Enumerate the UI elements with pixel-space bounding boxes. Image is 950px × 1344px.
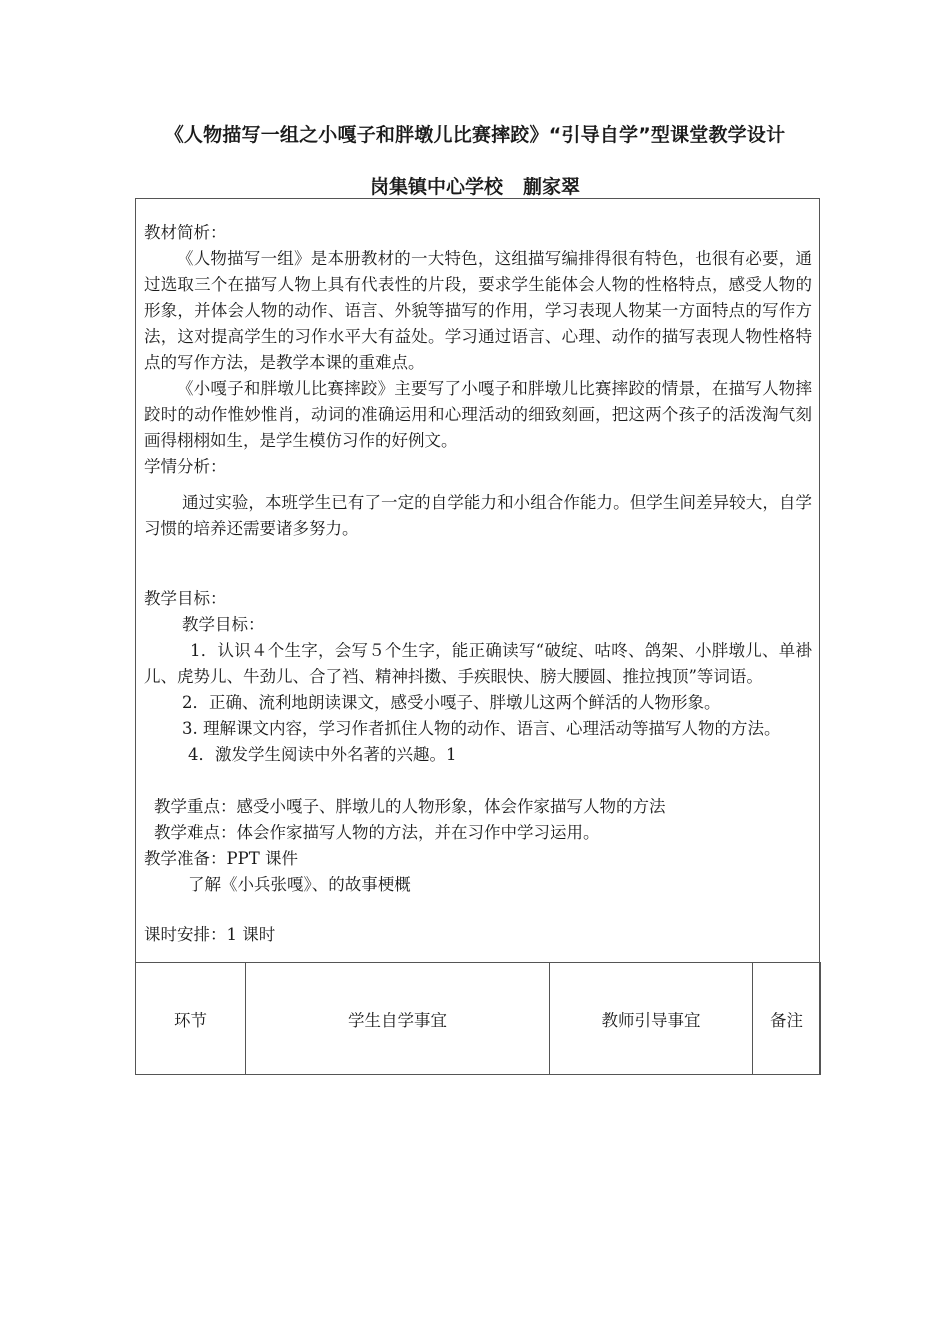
objective-item-1-text: 1．认识４个生字，会写５个生字，能正确读写“破绽、咕咚、鸽架、小胖墩儿、单褂儿、虎势儿、牛劲儿、合了裆、精神抖擞、手疾眼快、膀大腰圆、推拉拽顶”等词语。 (144, 641, 812, 686)
objectives-subheading: 教学目标： (182, 615, 265, 634)
preparation-line-1: 教学准备：PPT 课件 (144, 849, 298, 868)
objective-item-2-text: 2．正确、流利地朗读课文，感受小嘎子、胖墩儿这两个鲜活的人物形象。 (182, 693, 721, 712)
material-analysis-paragraph-1: 《人物描写一组》是本册教材的一大特色，这组描写编排得很有特色，也很有必要，通过选取三个在描写人物上具有代表性的片段，要求学生能体会人物的性格特点，感受人物的形象，并体会人物的动作、语言、外貌等描写的作用，学习表现人物某一方面特点的写作方法，这对提高学生的习作水平大有益处。学习通过语言、心理、动作的描写表现人物性格特点的写作方法，是教学本课的重难点。 (144, 249, 812, 372)
material-analysis-heading: 教材简析： (144, 223, 227, 242)
objective-item-3-text: 3. 理解课文内容，学习作者抓住人物的动作、语言、心理活动等描写人物的方法。 (182, 719, 781, 738)
table-header-row (136, 963, 821, 1075)
header-cell-teacher-guidance: 教师引导事宜 (550, 963, 753, 1075)
teacher-name: 蒯家翠 (523, 176, 581, 198)
objectives-heading: 教学目标： (144, 589, 227, 608)
lesson-plan-content (144, 220, 812, 948)
objective-item-2 (144, 690, 812, 716)
objective-item-1 (144, 638, 812, 690)
objective-item-4-text: 4．激发学生阅读中外名著的兴趣。1 (188, 745, 457, 764)
objective-item-4 (144, 742, 812, 768)
learner-analysis-text: 通过实验，本班学生已有了一定的自学能力和小组合作能力。但学生间差异较大，自学习惯的培养还需要诸多努力。 (144, 493, 812, 538)
author-line (130, 175, 820, 199)
key-points: 教学重点：感受小嘎子、胖墩儿的人物形象，体会作家描写人物的方法 (154, 797, 666, 816)
objective-item-3 (144, 716, 812, 742)
schedule: 课时安排：1 课时 (144, 925, 276, 944)
header-cell-notes: 备注 (753, 963, 821, 1075)
material-analysis-paragraph-2: 《小嘎子和胖墩儿比赛摔跤》主要写了小嘎子和胖墩儿比赛摔跤的情景，在描写人物摔跤时的动作惟妙惟肖，动词的准确运用和心理活动的细致刻画，把这两个孩子的活泼淘气刻画得栩栩如生，是学生模仿习作的好例文。 (144, 379, 812, 450)
preparation-line-2: 了解《小兵张嘎》、的故事梗概 (188, 875, 411, 894)
header-cell-step: 环节 (136, 963, 246, 1075)
lesson-steps-table (135, 962, 821, 1075)
header-cell-student-tasks: 学生自学事宜 (246, 963, 550, 1075)
learner-analysis-heading: 学情分析： (144, 457, 227, 476)
school-name: 岗集镇中心学校 (369, 176, 503, 198)
difficulties: 教学难点：体会作家描写人物的方法，并在习作中学习运用。 (154, 823, 600, 842)
document-title: 《人物描写一组之小嘎子和胖墩儿比赛摔跤》“引导自学”型课堂教学设计 (164, 124, 786, 146)
learner-analysis-paragraph (144, 490, 812, 542)
